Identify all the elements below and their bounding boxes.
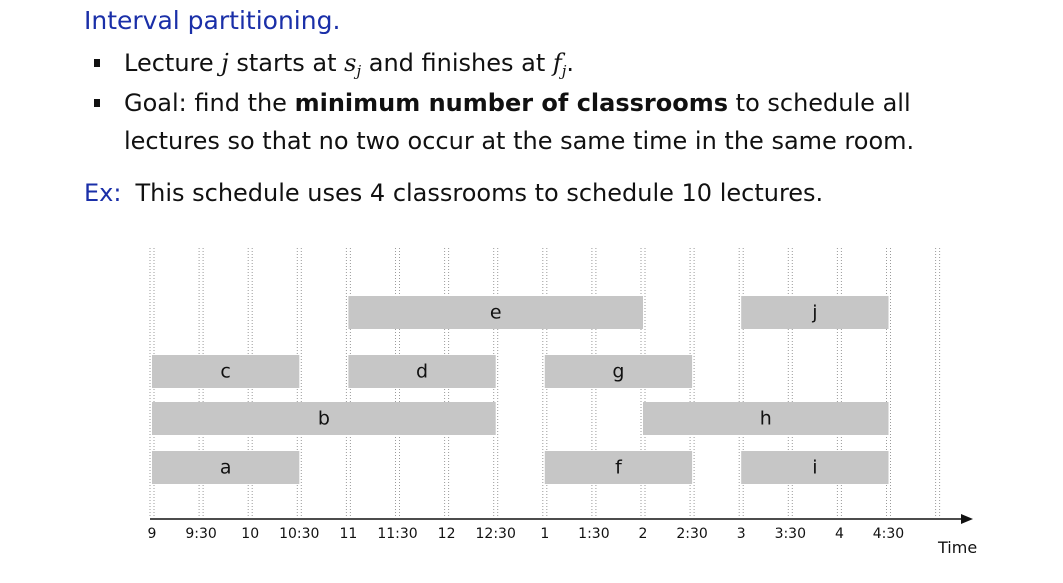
time-tick-label: 1 <box>540 526 550 542</box>
lecture-label-d: d <box>416 360 429 383</box>
time-tick-label: 9 <box>147 526 157 542</box>
b2-post: to schedule all <box>728 89 911 117</box>
lecture-label-e: e <box>489 301 502 324</box>
var-s: s <box>344 49 357 77</box>
lecture-label-j: j <box>812 301 818 324</box>
time-axis <box>148 514 978 557</box>
lecture-label-c: c <box>220 360 231 383</box>
var-f: f <box>552 49 562 77</box>
lecture-label-b: b <box>317 407 330 430</box>
time-tick-label: 11 <box>339 526 358 542</box>
b1-pre: Lecture <box>124 49 222 77</box>
slide-title: Interval partitioning. <box>84 6 341 35</box>
time-tick-label: 2:30 <box>676 526 708 542</box>
lecture-label-g: g <box>612 360 625 383</box>
var-f-subscript: j <box>561 62 567 80</box>
time-tick-label: 12 <box>437 526 456 542</box>
time-axis-title: Time <box>938 538 978 557</box>
time-tick-label: 9:30 <box>185 526 217 542</box>
lecture-label-i: i <box>812 456 818 479</box>
bullet-goal-continuation: lectures so that no two occur at the same time in the same room. <box>124 127 915 155</box>
time-tick-label: 4:30 <box>872 526 905 542</box>
example-text: This schedule uses 4 classrooms to schedule 10 lectures. <box>135 179 824 207</box>
time-tick-label: 10 <box>241 526 260 542</box>
time-tick-label: 10:30 <box>279 526 320 542</box>
b2-bold: minimum number of classrooms <box>294 89 729 117</box>
b2-pre: Goal: find the <box>124 89 295 117</box>
time-tick-label: 1:30 <box>578 526 610 542</box>
time-tick-label: 12:30 <box>475 526 516 542</box>
var-j: j <box>221 49 229 77</box>
lecture-label-h: h <box>759 407 772 430</box>
b1-mid: starts at <box>228 49 345 77</box>
b1-end: . <box>566 49 575 77</box>
lecture-bars <box>152 296 889 484</box>
b1-and: and finishes at <box>361 49 553 77</box>
time-tick-label: 3:30 <box>774 526 807 542</box>
time-tick-label: 3 <box>736 526 746 542</box>
example-label: Ex: <box>84 179 122 207</box>
time-tick-label: 2 <box>638 526 648 542</box>
time-tick-label: 11:30 <box>377 526 418 542</box>
time-tick-label: 4 <box>834 526 844 542</box>
lecture-label-a: a <box>219 456 232 479</box>
axis-arrow-icon <box>961 514 973 524</box>
var-s-subscript: j <box>356 62 362 80</box>
lecture-label-f: f <box>615 456 622 479</box>
